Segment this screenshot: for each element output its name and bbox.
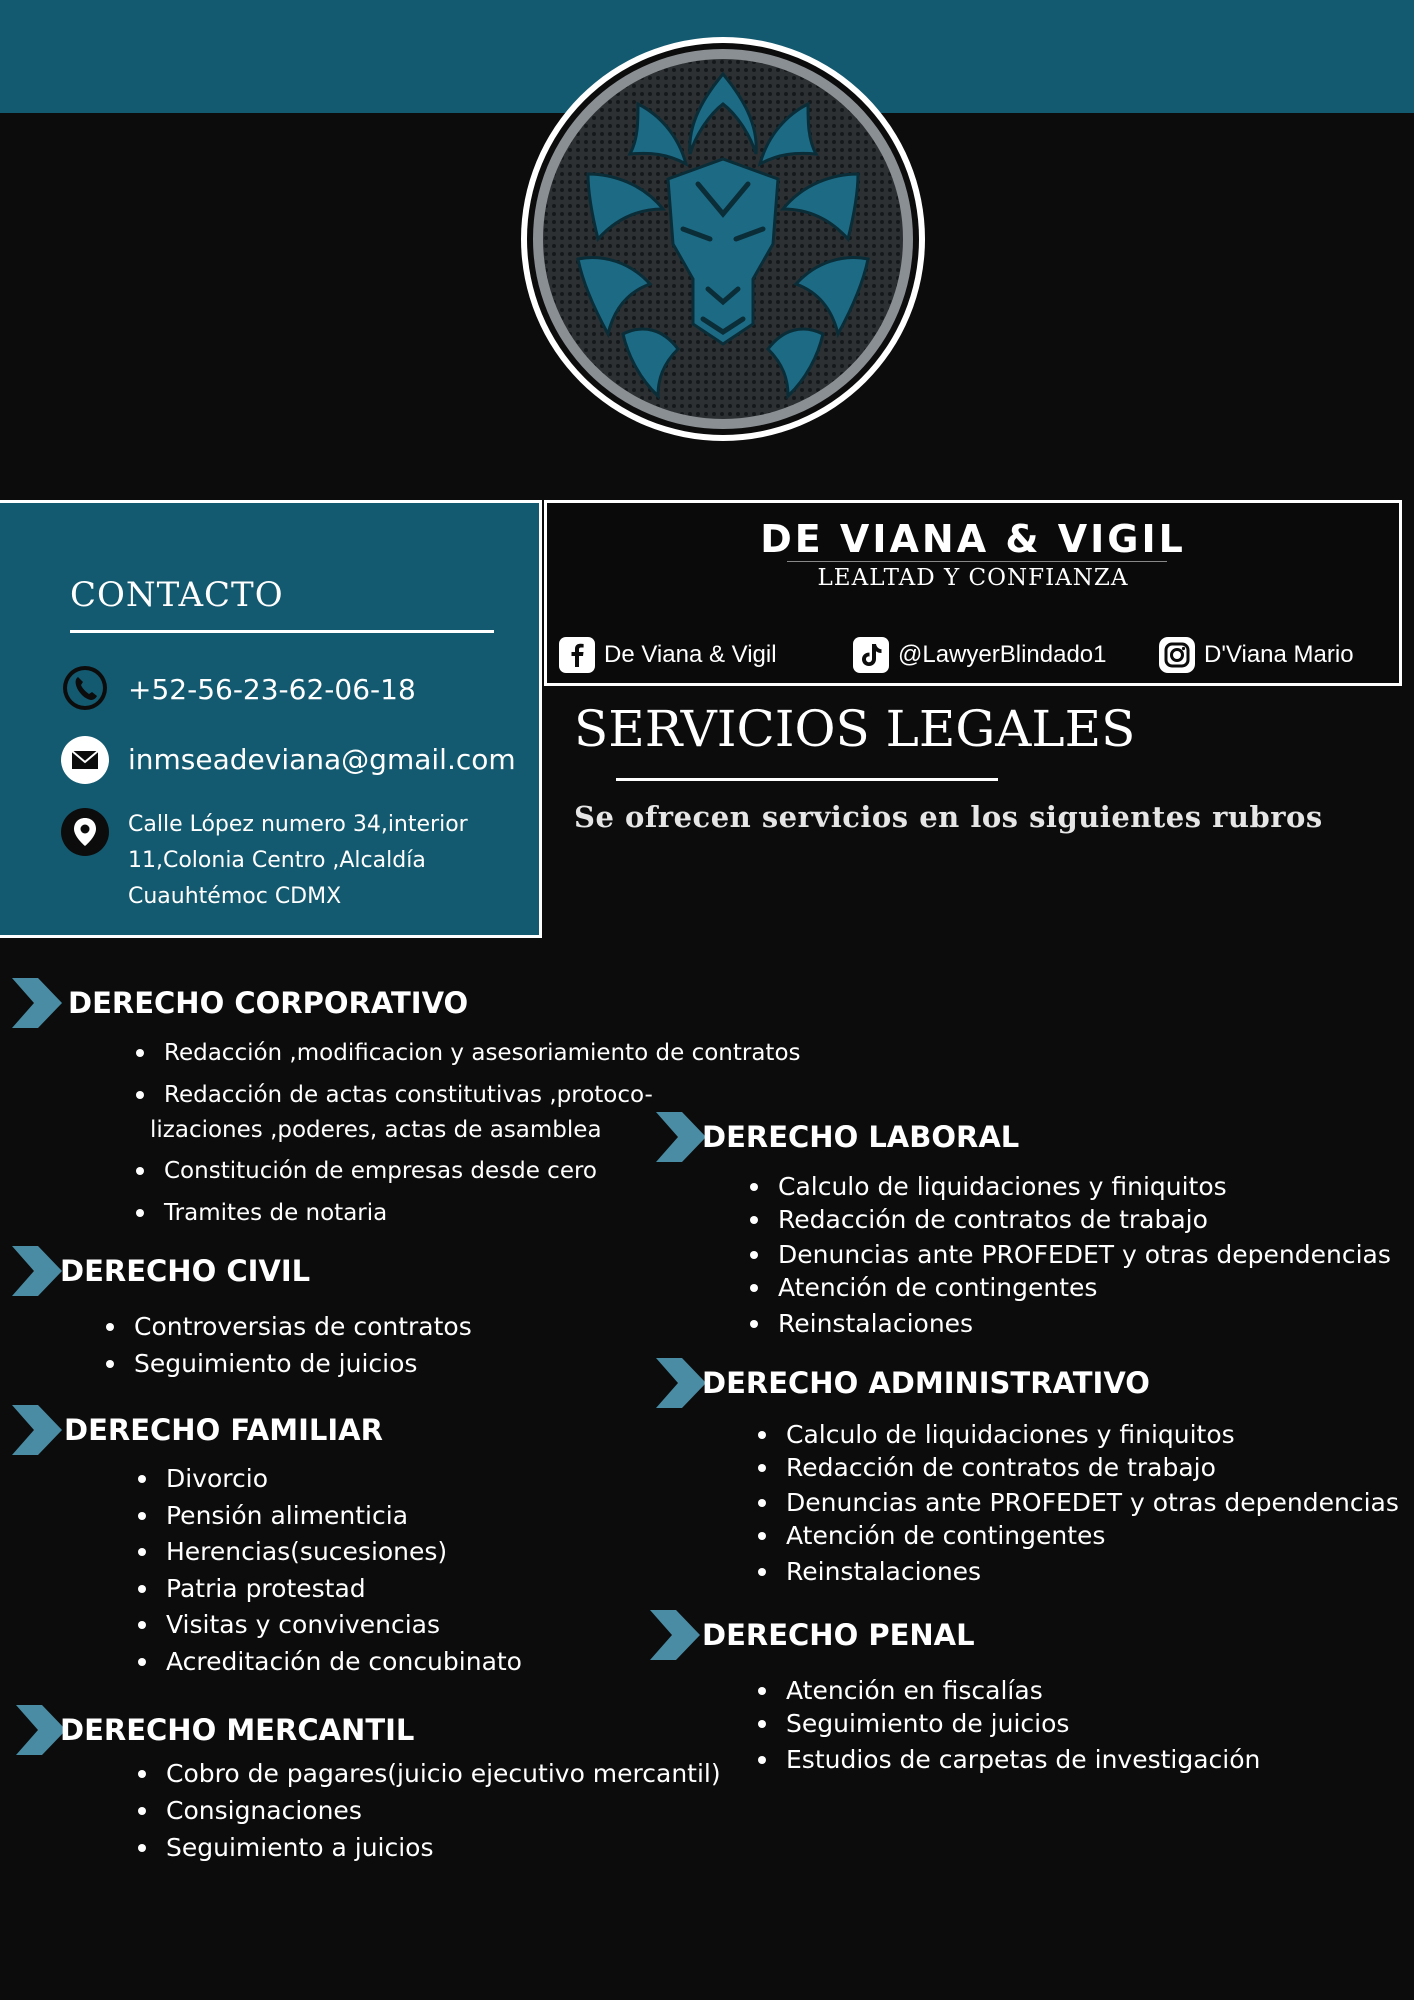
phone-icon: [60, 663, 110, 713]
section-header: [656, 1112, 1297, 1162]
list-item: Seguimiento de juicios: [758, 1707, 1260, 1740]
brand-box: [544, 500, 1402, 686]
list-item: Consignaciones: [138, 1792, 721, 1829]
list-item: Cobro de pagares(juicio ejecutivo mercantil): [138, 1755, 721, 1792]
list-item: Estudios de carpetas de investigación: [758, 1740, 1260, 1780]
section-header: [650, 1610, 1152, 1660]
section-administrativo: [656, 1358, 1399, 1594]
section-header: [12, 1405, 396, 1455]
list-item: Divorcio: [138, 1461, 522, 1498]
section-title: DERECHO LABORAL: [702, 1120, 1020, 1154]
services-divider: [616, 778, 998, 781]
list-item: Patria protestad: [138, 1571, 522, 1608]
section-title: DERECHO PENAL: [702, 1618, 975, 1652]
address-line: Calle López numero 34,interior: [128, 812, 468, 837]
chevron-right-icon: [656, 1112, 706, 1162]
chevron-right-icon: [650, 1610, 700, 1660]
mail-icon: [60, 735, 110, 785]
brand-name: DE VIANA & VIGIL: [760, 517, 1186, 561]
social-label: De Viana & Vigil: [604, 641, 777, 668]
list-item: Seguimiento de juicios: [106, 1345, 472, 1382]
instagram-icon: [1159, 637, 1195, 673]
section-title: DERECHO ADMINISTRATIVO: [702, 1366, 1150, 1400]
lion-head-icon: [518, 34, 928, 444]
service-list: [758, 1674, 1260, 1780]
chevron-right-icon: [16, 1705, 66, 1755]
list-item: Reinstalaciones: [750, 1302, 1391, 1346]
section-title: DERECHO CIVIL: [60, 1254, 311, 1288]
social-label: D'Viana Mario: [1204, 641, 1354, 668]
list-item: Atención en fiscalías: [758, 1674, 1260, 1707]
list-item: Acreditación de concubinato: [138, 1644, 522, 1681]
section-header: [16, 1705, 599, 1755]
list-item: Atención de contingentes: [758, 1522, 1399, 1550]
section-civil: [12, 1246, 472, 1382]
chevron-right-icon: [656, 1358, 706, 1408]
contact-panel: [0, 500, 542, 938]
service-list: [750, 1170, 1391, 1346]
list-item: Redacción de actas constitutivas ,protoco-: [136, 1077, 801, 1113]
chevron-right-icon: [12, 1246, 62, 1296]
service-list: [138, 1755, 721, 1866]
section-mercantil: [16, 1705, 721, 1866]
address-line: 11,Colonia Centro ,Alcaldía: [128, 848, 426, 873]
social-instagram[interactable]: [1159, 637, 1354, 673]
chevron-right-icon: [12, 978, 62, 1028]
email-address[interactable]: inmseadeviana@gmail.com: [128, 743, 516, 776]
list-item-continuation: lizaciones ,poderes, actas de asamblea: [150, 1117, 602, 1143]
section-familiar: [12, 1405, 522, 1680]
phone-number[interactable]: +52-56-23-62-06-18: [128, 673, 416, 706]
service-list: [106, 1308, 472, 1382]
address: [128, 807, 508, 915]
section-corporativo: [12, 978, 801, 1233]
services-subtitle: Se ofrecen servicios en los siguientes rubros: [574, 800, 1323, 834]
list-item: Redacción de contratos de trabajo: [758, 1451, 1399, 1484]
list-item: Visitas y convivencias: [138, 1607, 522, 1644]
contact-divider: [70, 630, 494, 633]
social-facebook[interactable]: [559, 637, 853, 673]
section-header: [12, 978, 677, 1028]
list-item: Redacción ,modificacion y asesoriamiento de contratos: [136, 1032, 801, 1074]
social-tiktok[interactable]: [853, 637, 1159, 673]
list-item: Herencias(sucesiones): [138, 1534, 522, 1571]
brand-tagline: LEALTAD Y CONFIANZA: [817, 565, 1129, 591]
list-item: Constitución de empresas desde cero: [136, 1149, 801, 1193]
list-item: Denuncias ante PROFEDET y otras dependencias: [758, 1484, 1399, 1522]
section-penal: [650, 1610, 1261, 1780]
social-links: [559, 637, 1354, 673]
brand-divider: [787, 561, 1167, 562]
services-title: SERVICIOS LEGALES: [574, 700, 1136, 758]
section-title: DERECHO FAMILIAR: [64, 1413, 383, 1447]
location-pin-icon: [60, 807, 110, 857]
list-item: Tramites de notaria: [136, 1193, 801, 1233]
section-title: DERECHO CORPORATIVO: [68, 986, 469, 1020]
service-list: [758, 1418, 1399, 1594]
list-item: Pensión alimenticia: [138, 1498, 522, 1535]
list-item: Reinstalaciones: [758, 1550, 1399, 1594]
section-header: [12, 1246, 378, 1296]
contact-phone-row: [60, 663, 416, 713]
list-item: Redacción de contratos de trabajo: [750, 1203, 1391, 1236]
contact-address-row: [60, 807, 508, 915]
chevron-right-icon: [12, 1405, 62, 1455]
list-item: Seguimiento a juicios: [138, 1829, 721, 1866]
list-item: Controversias de contratos: [106, 1308, 472, 1345]
address-line: Cuauhtémoc CDMX: [128, 884, 342, 909]
contact-email-row: [60, 735, 516, 785]
section-header: [656, 1358, 1297, 1408]
contact-title: CONTACTO: [70, 575, 284, 615]
section-laboral: [656, 1112, 1391, 1346]
list-item: Denuncias ante PROFEDET y otras dependencias: [750, 1236, 1391, 1274]
facebook-icon: [559, 637, 595, 673]
list-item: Atención de contingentes: [750, 1274, 1391, 1302]
list-item: Calculo de liquidaciones y finiquitos: [758, 1418, 1399, 1451]
section-title: DERECHO MERCANTIL: [60, 1713, 415, 1747]
service-list: [138, 1461, 522, 1680]
tiktok-icon: [853, 637, 889, 673]
social-label: @LawyerBlindado1: [898, 641, 1107, 668]
list-item: Calculo de liquidaciones y finiquitos: [750, 1170, 1391, 1203]
